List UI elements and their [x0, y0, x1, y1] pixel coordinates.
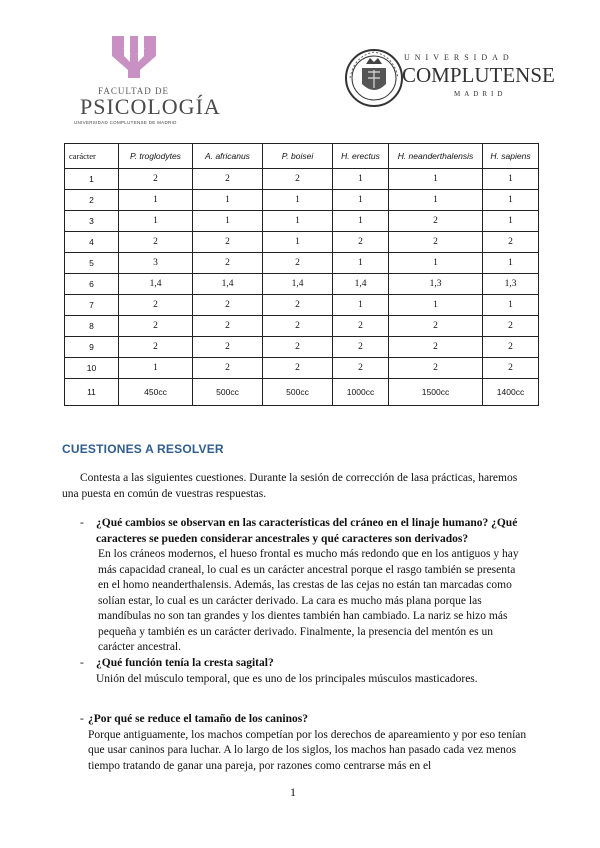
table-cell: 4: [65, 232, 119, 253]
table-cell: 8: [65, 316, 119, 337]
column-header: P. troglodytes: [119, 144, 193, 169]
ucm-logo-line3: MADRID: [454, 90, 507, 98]
table-cell: 1,3: [483, 274, 539, 295]
table-cell: 2: [483, 316, 539, 337]
table-cell: 2: [333, 232, 389, 253]
table-cell: 2: [483, 358, 539, 379]
table-cell: 2: [193, 169, 263, 190]
answer-text: En los cráneos modernos, el hueso frontal es mucho más redondo que en los antiguos y hay más capacidad craneal, lo cual es un carácter ancestral porque el rasgo también se presenta en el homo neanderthalensis. Además, las crestas de las cejas no están tan marcadas como solían estar, lo cual es un carácter derivado. La cara es mucho más plana porque las mandíbulas no son tan grandes y los dientes también han cambiado. La nariz se hizo más pequeña y también es un carácter derivado. Finalmente, la presencia del mentón es un carácter ancestral.: [98, 548, 519, 653]
table-row: [65, 358, 539, 379]
table-cell: 1: [333, 295, 389, 316]
table-cell: 1: [483, 253, 539, 274]
table-cell: 2: [263, 316, 333, 337]
table-row: [65, 316, 539, 337]
table-cell: 450cc: [119, 379, 193, 406]
table-cell: 1: [389, 295, 483, 316]
question-block: [80, 712, 528, 774]
table-cell: 2: [483, 337, 539, 358]
table-row: [65, 190, 539, 211]
table-cell: 1: [119, 211, 193, 232]
psicologia-logo-line3: UNIVERSIDAD COMPLUTENSE DE MADRID: [74, 120, 177, 125]
answer-text: Unión del músculo temporal, que es uno de los principales músculos masticadores.: [96, 672, 478, 685]
table-cell: 3: [119, 253, 193, 274]
table-cell: 2: [119, 337, 193, 358]
table-cell: 1: [193, 190, 263, 211]
table-cell: 2: [263, 295, 333, 316]
question-text: ¿Qué función tenía la cresta sagital?: [96, 657, 274, 669]
table-cell: 1,4: [119, 274, 193, 295]
question-text: ¿Por qué se reduce el tamaño de los caninos?: [88, 713, 308, 725]
table-cell: 2: [263, 358, 333, 379]
table-cell: 1400cc: [483, 379, 539, 406]
column-header: carácter: [65, 144, 119, 169]
table-cell: 2: [193, 295, 263, 316]
table-cell: 1,4: [263, 274, 333, 295]
table-cell: 7: [65, 295, 119, 316]
table-cell: 2: [389, 337, 483, 358]
table-cell: 1: [389, 253, 483, 274]
table-cell: 1: [333, 190, 389, 211]
intro-text: Contesta a las siguientes cuestiones. Durante la sesión de corrección de lasa prácticas, haremos una puesta en común de vuestras respuestas.: [62, 472, 518, 500]
table-cell: 1,3: [389, 274, 483, 295]
table-cell: 2: [193, 316, 263, 337]
table-cell: 11: [65, 379, 119, 406]
table-cell: 500cc: [193, 379, 263, 406]
table-header-row: [65, 144, 539, 169]
table-cell: 1: [263, 190, 333, 211]
question-block: [80, 516, 528, 656]
table-row: [65, 211, 539, 232]
table-cell: 1: [483, 295, 539, 316]
table-row: [65, 253, 539, 274]
table-cell: 1: [389, 169, 483, 190]
table-cell: 9: [65, 337, 119, 358]
table-cell: 1: [119, 358, 193, 379]
column-header: A. africanus: [193, 144, 263, 169]
table-cell: 1500cc: [389, 379, 483, 406]
table-cell: 2: [193, 358, 263, 379]
table-row: [65, 169, 539, 190]
page-number: 1: [290, 785, 296, 799]
table-cell: 2: [193, 253, 263, 274]
table-cell: 1: [333, 169, 389, 190]
table-cell: 6: [65, 274, 119, 295]
table-row: [65, 232, 539, 253]
table-cell: 10: [65, 358, 119, 379]
question-text: ¿Qué cambios se observan en las características del cráneo en el linaje humano? ¿Qué caracteres se pueden considerar ancestrales y qué caracteres son derivados?: [96, 517, 518, 545]
table-cell: 1: [333, 211, 389, 232]
table-cell: 1: [333, 253, 389, 274]
psicologia-logo-line2: PSICOLOGÍA: [80, 94, 221, 119]
table-cell: 2: [263, 337, 333, 358]
table-row: [65, 379, 539, 406]
table-cell: 1: [263, 232, 333, 253]
table-cell: 1: [389, 190, 483, 211]
table-row: [65, 337, 539, 358]
ucm-logo: [344, 46, 555, 112]
traits-table: [64, 143, 539, 406]
ucm-seal-icon: [344, 46, 404, 110]
table-cell: 500cc: [263, 379, 333, 406]
table-cell: 1,4: [193, 274, 263, 295]
psicologia-logo-line1: FACULTAD DE: [98, 86, 170, 96]
table-cell: 3: [65, 211, 119, 232]
table-cell: 2: [483, 232, 539, 253]
table-cell: 2: [389, 358, 483, 379]
psicologia-logo: [70, 34, 221, 126]
column-header: P. boisei: [263, 144, 333, 169]
section-title: CUESTIONES A RESOLVER: [62, 442, 224, 456]
list-dash: -: [80, 517, 84, 529]
ucm-logo-line1: UNIVERSIDAD: [404, 53, 514, 62]
intro-paragraph: [62, 471, 532, 502]
table-cell: 1000cc: [333, 379, 389, 406]
table-cell: 2: [119, 316, 193, 337]
table-cell: 2: [263, 169, 333, 190]
table-cell: 1,4: [333, 274, 389, 295]
table-cell: 2: [389, 232, 483, 253]
column-header: H. neanderthalensis: [389, 144, 483, 169]
table-cell: 2: [389, 316, 483, 337]
table-cell: 2: [119, 232, 193, 253]
table-cell: 2: [333, 358, 389, 379]
table-cell: 1: [483, 190, 539, 211]
table-cell: 5: [65, 253, 119, 274]
table-cell: 2: [193, 232, 263, 253]
table-cell: 2: [193, 337, 263, 358]
table-cell: 2: [389, 211, 483, 232]
ucm-logo-line2: COMPLUTENSE: [402, 63, 555, 87]
answer-text: Porque antiguamente, los machos competían por los derechos de apareamiento y por eso tenían que usar caninos para luchar. A lo largo de los siglos, los machos han pasado cada vez menos tiempo tratando de ganar una pareja, por razones como centrarse más en el: [88, 728, 527, 772]
table-cell: 2: [65, 190, 119, 211]
table-cell: 1: [193, 211, 263, 232]
list-dash: -: [80, 713, 84, 725]
psicologia-mark-icon: [110, 34, 158, 80]
column-header: H. sapiens: [483, 144, 539, 169]
question-block: [80, 656, 528, 687]
table-cell: 1: [483, 211, 539, 232]
table-cell: 2: [263, 253, 333, 274]
table-cell: 2: [119, 169, 193, 190]
table-row: [65, 274, 539, 295]
table-cell: 1: [119, 190, 193, 211]
table-cell: 2: [333, 337, 389, 358]
table-row: [65, 295, 539, 316]
table-cell: 1: [483, 169, 539, 190]
column-header: H. erectus: [333, 144, 389, 169]
table-cell: 1: [263, 211, 333, 232]
list-dash: -: [80, 657, 84, 669]
table-cell: 2: [333, 316, 389, 337]
table-cell: 1: [65, 169, 119, 190]
table-cell: 2: [119, 295, 193, 316]
